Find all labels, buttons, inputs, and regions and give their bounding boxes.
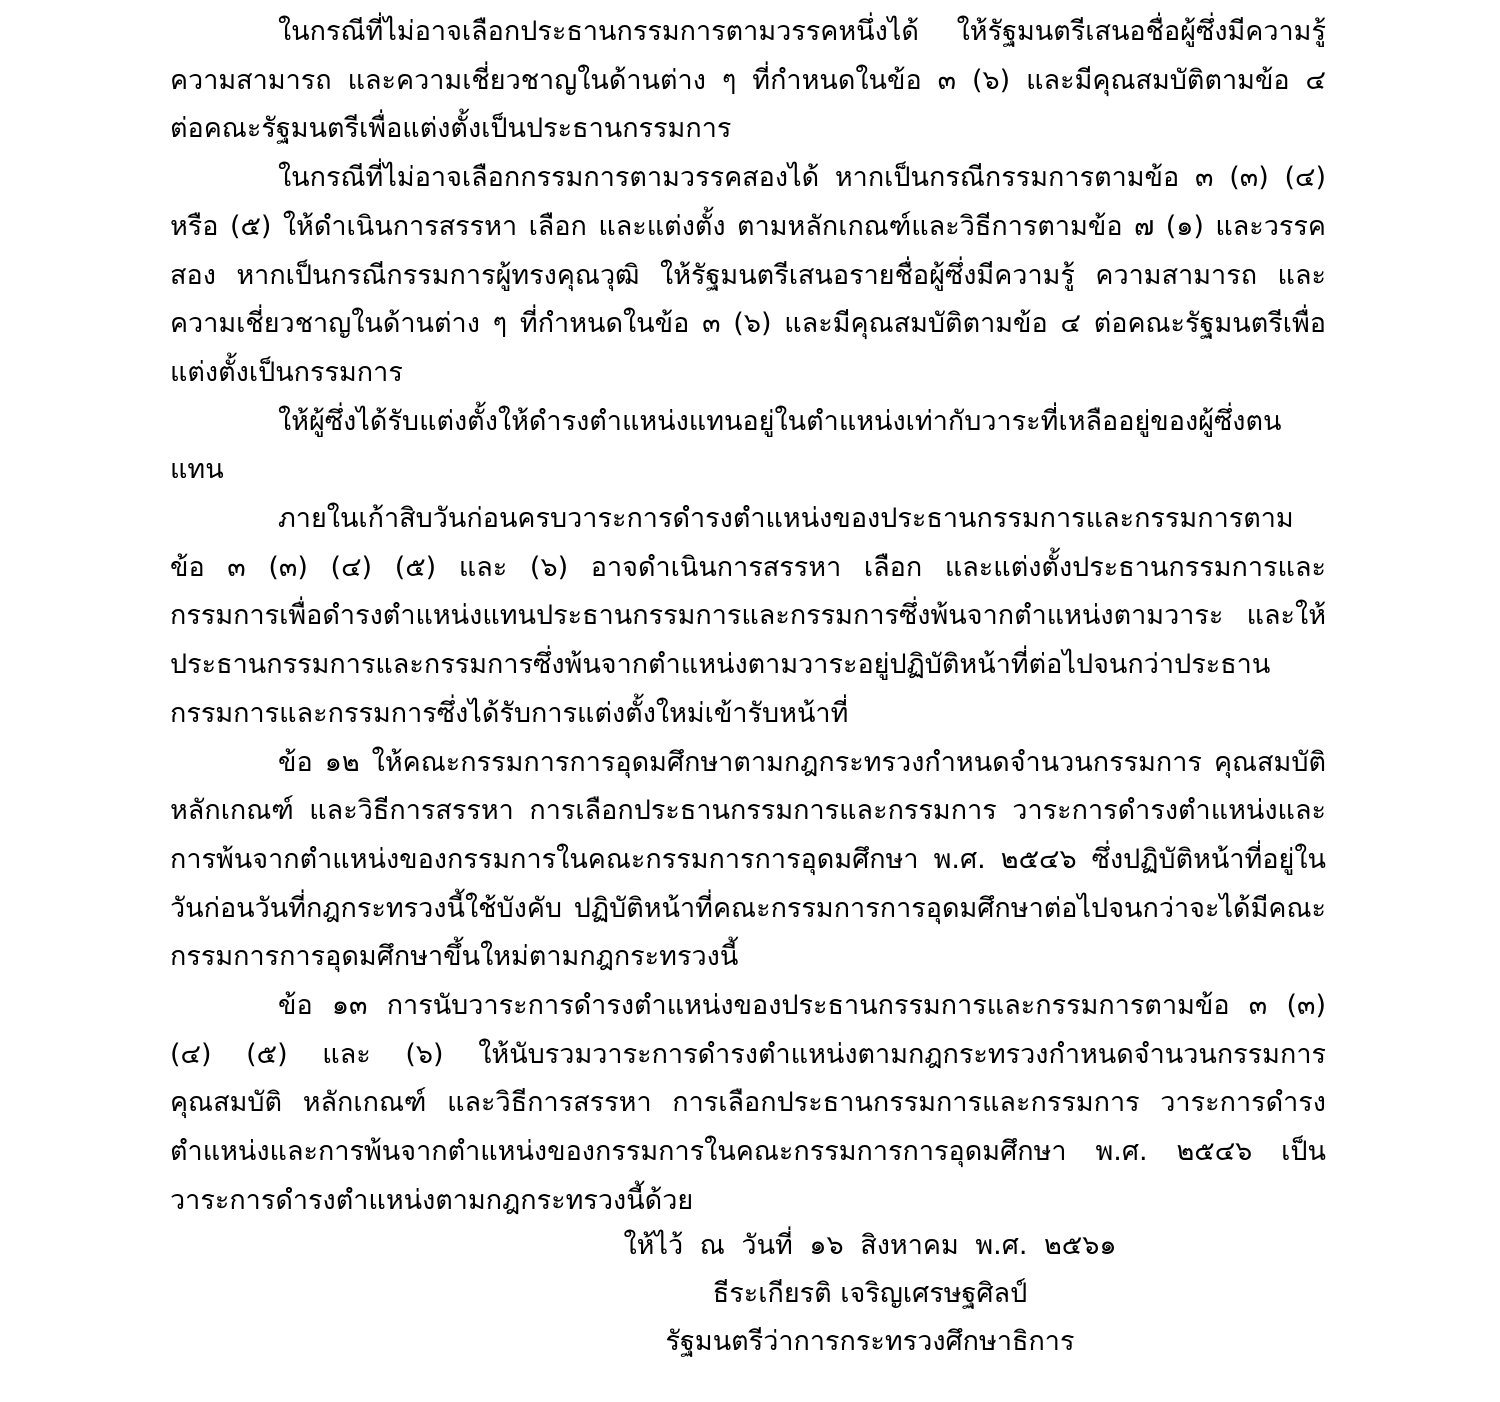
paragraph-member-replacement: ในกรณีที่ไม่อาจเลือกกรรมการตามวรรคสองได้ หากเป็นกรณีกรรมการตามข้อ ๓ (๓) (๔) หรือ (๕) ให้ดำเนินการสรรหา เลือก และแต่งตั้ง ตามหลักเกณฑ์และวิธีการตามข้อ ๗ (๑) และวรรคสอง หากเป็นกรณีกรรมการผู้ทรงคุณวุฒิ ให้รัฐมนตรีเสนอรายชื่อผู้ซึ่งมีความรู้ ความสามารถ และความเชี่ยวชาญในด้านต่าง ๆ ที่กำหนดในข้อ ๓ (๖) และมีคุณสมบัติตามข้อ ๔ ต่อคณะรัฐมนตรีเพื่อแต่งตั้งเป็นกรรมการ: [170, 162, 1326, 388]
signatory-title: รัฐมนตรีว่าการกระทรวงศึกษาธิการ: [665, 1326, 1075, 1357]
paragraph-advance-selection: ภายในเก้าสิบวันก่อนครบวาระการดำรงตำแหน่งของประธานกรรมการและกรรมการตามข้อ ๓ (๓) (๔) (๕) และ (๖) อาจดำเนินการสรรหา เลือก และแต่งตั้งประธานกรรมการและกรรมการเพื่อดำรงตำแหน่งแทนประธานกรรมการและกรรมการซึ่งพ้นจากตำแหน่งตามวาระ และให้ประธานกรรมการและกรรมการซึ่งพ้นจากตำแหน่งตามวาระอยู่ปฏิบัติหน้าที่ต่อไปจนกว่าประธานกรรมการและกรรมการซึ่งได้รับการแต่งตั้งใหม่เข้ารับหน้าที่: [170, 503, 1326, 729]
signature-date: ให้ไว้ ณ วันที่ ๑๖ สิงหาคม พ.ศ. ๒๕๖๑: [623, 1230, 1117, 1261]
signatory-name: ธีระเกียรติ เจริญเศรษฐศิลป์: [712, 1278, 1028, 1309]
paragraph-clause-13: ข้อ ๑๓ การนับวาระการดำรงตำแหน่งของประธานกรรมการและกรรมการตามข้อ ๓ (๓) (๔) (๕) และ (๖) ให้นับรวมวาระการดำรงตำแหน่งตามกฎกระทรวงกำหนดจำนวนกรรมการ คุณสมบัติ หลักเกณฑ์ และวิธีการสรรหา การเลือกประธานกรรมการและกรรมการ วาระการดำรงตำแหน่งและการพ้นจากตำแหน่งของกรรมการในคณะกรรมการการอุดมศึกษา พ.ศ. ๒๕๔๖ เป็นวาระการดำรงตำแหน่งตามกฎกระทรวงนี้ด้วย: [170, 990, 1326, 1216]
paragraph-clause-12: ข้อ ๑๒ ให้คณะกรรมการการอุดมศึกษาตามกฎกระทรวงกำหนดจำนวนกรรมการ คุณสมบัติ หลักเกณฑ์ และวิธีการสรรหา การเลือกประธานกรรมการและกรรมการ วาระการดำรงตำแหน่งและการพ้นจากตำแหน่งของกรรมการในคณะกรรมการการอุดมศึกษา พ.ศ. ๒๕๔๖ ซึ่งปฏิบัติหน้าที่อยู่ในวันก่อนวันที่กฎกระทรวงนี้ใช้บังคับ ปฏิบัติหน้าที่คณะกรรมการการอุดมศึกษาต่อไปจนกว่าจะได้มีคณะกรรมการการอุดมศึกษาขึ้นใหม่ตามกฎกระทรวงนี้: [170, 746, 1326, 973]
paragraph-replacement-term: ให้ผู้ซึ่งได้รับแต่งตั้งให้ดำรงตำแหน่งแทนอยู่ในตำแหน่งเท่ากับวาระที่เหลืออยู่ของผู้ซึ่งตนแทน: [170, 405, 1282, 486]
signature-block: [560, 1222, 1180, 1366]
paragraph-chairman-replacement: ในกรณีที่ไม่อาจเลือกประธานกรรมการตามวรรคหนึ่งได้ ให้รัฐมนตรีเสนอชื่อผู้ซึ่งมีความรู้ ความสามารถ และความเชี่ยวชาญในด้านต่าง ๆ ที่กำหนดในข้อ ๓ (๖) และมีคุณสมบัติตามข้อ ๔ ต่อคณะรัฐมนตรีเพื่อแต่งตั้งเป็นประธานกรรมการ: [170, 16, 1326, 145]
document-body: [170, 8, 1326, 1226]
